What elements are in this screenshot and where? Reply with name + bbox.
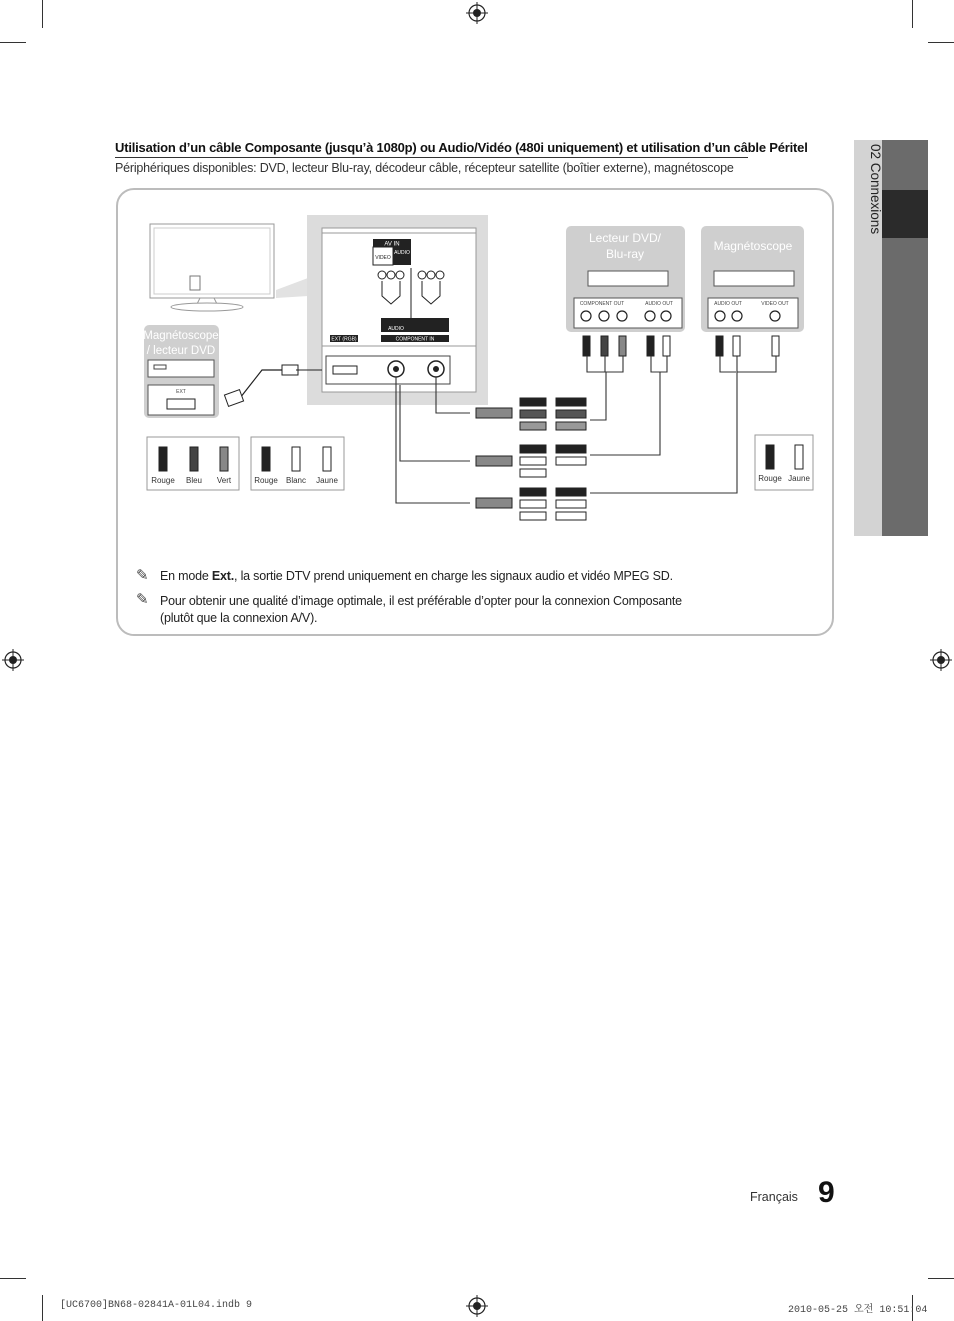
crop-mark bbox=[0, 1278, 26, 1279]
legend-label: Rouge bbox=[151, 476, 175, 485]
tv-audio-label: AUDIO bbox=[394, 250, 410, 256]
note-component bbox=[160, 593, 682, 627]
note-line: (plutôt que la connexion A/V). bbox=[160, 611, 318, 625]
left-device-ext-label: EXT bbox=[176, 389, 186, 395]
crop-mark bbox=[928, 1278, 954, 1279]
legend-label: Bleu bbox=[185, 476, 203, 485]
note-line: Pour obtenir une qualité d’image optimale, il est préférable d’opter pour la connexion Composante bbox=[160, 594, 682, 608]
left-device-label-2: / lecteur DVD bbox=[146, 345, 216, 357]
legend-label: Rouge bbox=[758, 474, 782, 483]
crop-mark bbox=[0, 42, 26, 43]
vcr-audio-out-label: AUDIO OUT bbox=[714, 301, 742, 307]
svg-text:AUDIO: AUDIO bbox=[388, 326, 404, 332]
crop-mark bbox=[912, 0, 913, 28]
dvd-device-label-1: Lecteur DVD/ bbox=[588, 231, 662, 245]
legend-label: Jaune bbox=[316, 476, 338, 485]
crop-mark bbox=[42, 0, 43, 28]
tv-video-label: VIDEO bbox=[375, 255, 391, 261]
chapter-label: 02 Connexions bbox=[868, 144, 883, 235]
tv-component-in-label: COMPONENT IN bbox=[395, 336, 435, 343]
chapter-tab-active bbox=[882, 190, 928, 238]
legend-label: Jaune bbox=[788, 474, 810, 483]
legend-label: Rouge bbox=[254, 476, 278, 485]
registration-mark-icon bbox=[466, 1295, 488, 1317]
tv-sketch bbox=[150, 224, 308, 311]
left-device-label-1: Magnétoscope bbox=[143, 330, 219, 342]
tv-ext-rgb-label: EXT (RGB) bbox=[331, 336, 357, 343]
registration-mark-icon bbox=[2, 649, 24, 671]
crop-mark bbox=[928, 42, 954, 43]
dvd-component-out-label: COMPONENT OUT bbox=[579, 301, 625, 307]
section-subtitle: Périphériques disponibles: DVD, lecteur Blu-ray, décodeur câble, récepteur satellite (boîtier externe), magnétoscope bbox=[115, 161, 734, 175]
note-pencil-icon: ✎ bbox=[136, 591, 149, 608]
note-pencil-icon: ✎ bbox=[136, 567, 149, 584]
vcr-video-out-label: VIDEO OUT bbox=[761, 301, 789, 307]
note-ext-mode bbox=[160, 568, 673, 585]
registration-mark-icon bbox=[930, 649, 952, 671]
legend-label: Vert bbox=[216, 476, 232, 485]
section-title: Utilisation d’un câble Composante (jusqu’à 1080p) ou Audio/Vidéo (480i uniquement) et utilisation d’un câble Péritel bbox=[115, 140, 808, 155]
page-number: 9 bbox=[818, 1176, 835, 1209]
legend-label: Blanc bbox=[285, 476, 307, 485]
title-underline bbox=[115, 157, 748, 158]
vcr-device-label: Magnétoscope bbox=[713, 239, 793, 253]
note-bold: Ext. bbox=[211, 569, 235, 583]
tv-av-in-label: AV IN bbox=[384, 241, 400, 248]
footer-language: Français bbox=[750, 1190, 798, 1204]
registration-mark-icon bbox=[466, 2, 488, 24]
crop-mark bbox=[42, 1295, 43, 1321]
note-text: , la sortie DTV prend uniquement en charge les signaux audio et vidéo MPEG SD. bbox=[234, 569, 673, 583]
dvd-audio-out-label: AUDIO OUT bbox=[645, 301, 673, 307]
dvd-device-label-2: Blu-ray bbox=[605, 247, 645, 261]
imprint-date: 2010-05-25 오전 10:51:04 bbox=[788, 1305, 928, 1316]
imprint-file: [UC6700]BN68-02841A-01L04.indb 9 bbox=[60, 1300, 253, 1311]
note-prefix: En mode bbox=[160, 569, 212, 583]
